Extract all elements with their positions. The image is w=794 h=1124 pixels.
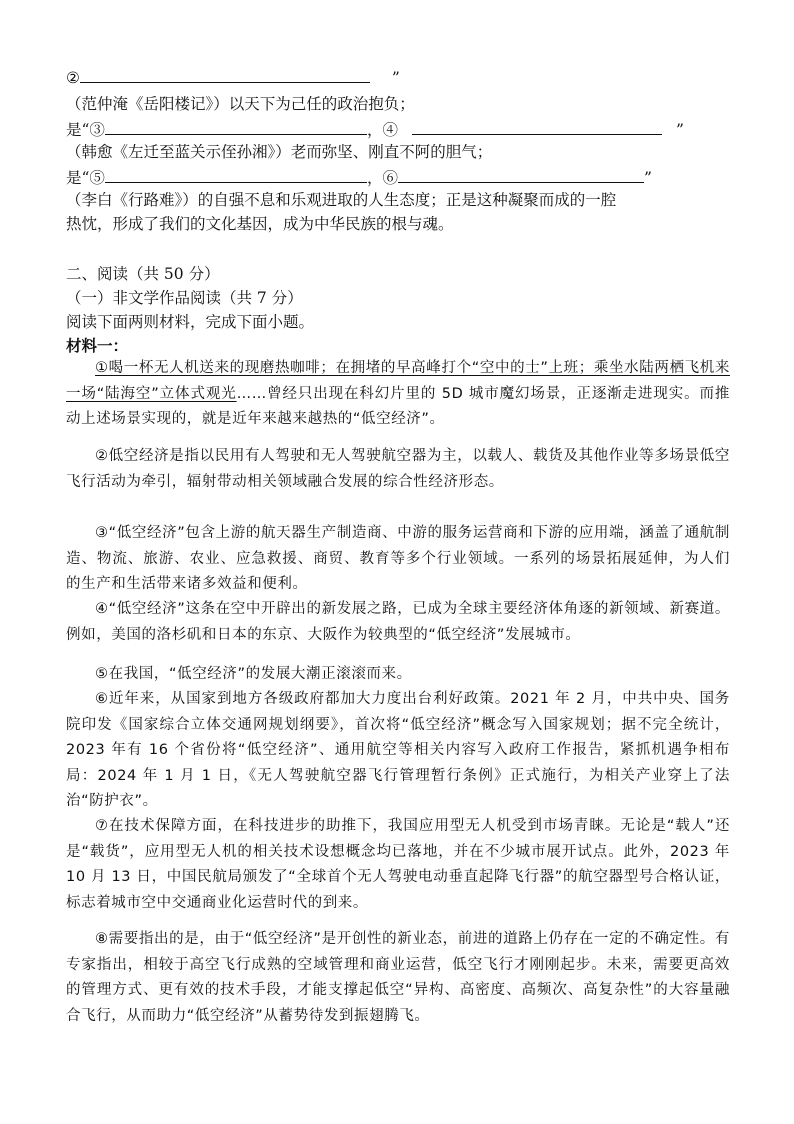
q2-suffix: ”	[391, 69, 400, 87]
instruction: 阅读下面两则材料，完成下面小题。	[66, 313, 315, 331]
section-heading: 二、阅读（共 50 分）	[66, 265, 220, 283]
q34-suffix: ”	[675, 121, 684, 139]
q56-suffix: ”	[643, 169, 652, 187]
answer-blank-2[interactable]	[80, 64, 370, 83]
li-bai-line-1: （李白《行路难》）的自强不息和乐观进取的人生态度；正是这种凝聚而成的一腔	[66, 191, 617, 209]
sub-heading: （一）非文学作品阅读（共 7 分）	[66, 289, 303, 307]
q2-prefix: ②	[66, 69, 80, 87]
q56-mid: ，⑥	[366, 169, 398, 187]
paragraph-3: ③“低空经济”包含上游的航天器生产制造商、中游的服务运营商和下游的应用端，涵盖了通航制造、物流、旅游、农业、应急救援、商贸、教育等多个行业领域。一系列的场景拓展延伸，为人们的生产和生活带来诸多效益和便利。	[66, 525, 730, 592]
answer-blank-4[interactable]	[412, 116, 662, 135]
paragraph-5: ⑤在我国，“低空经济”的发展大潮正滚滚而来。	[95, 666, 412, 682]
fan-zhongyan-line: （范仲淹《岳阳楼记》）以天下为己任的政治抱负；	[66, 95, 415, 113]
q3-prefix: 是“③	[66, 121, 105, 139]
answer-blank-5[interactable]	[105, 164, 367, 183]
han-yu-line: （韩愈《左迁至蓝关示侄孙湘》）老而弥坚、刚直不阿的胆气；	[66, 143, 493, 161]
fill-line-3-4	[66, 116, 746, 142]
q34-mid: ，④	[366, 121, 398, 139]
fill-line-5-6	[66, 164, 746, 190]
paragraph-6: ⑥近年来，从国家到地方各级政府都加大力度出台利好政策。2021 年 2 月，中共中央、国务院印发《国家综合立体交通网规划纲要》，首次将“低空经济”概念写入国家规划；据不完全统计，2023 年有 16 个省份将“低空经济”、通用航空等相关内容写入政府工作报告，紧抓机遇争相布局：2024 年 1 月 1 日，《无人驾驶航空器飞行管理暂行条例》正式施行，为相关产业穿上了法治“防护衣”。	[66, 691, 730, 809]
material-label: 材料一：	[66, 336, 129, 355]
answer-blank-3[interactable]	[105, 116, 367, 135]
answer-blank-6[interactable]	[398, 164, 644, 183]
paragraph-4: ④“低空经济”这条在空中开辟出的新发展之路，已成为全球主要经济体角逐的新领域、新赛道。例如，美国的洛杉矶和日本的东京、大阪作为较典型的“低空经济”发展城市。	[66, 601, 730, 643]
q5-prefix: 是“⑤	[66, 169, 105, 187]
paragraph-7: ⑦在技术保障方面，在科技进步的助推下，我国应用型无人机受到市场青睐。无论是“载人”还是“载货”，应用型无人机的相关技术设想概念均已落地，并在不少城市展开试点。此外，2023 年 10 月 13 日，中国民航局颁发了“全球首个无人驾驶电动垂直起降飞行器”的航空器型号合格认证，标志着城市空中交通商业化运营时代的到来。	[66, 818, 730, 911]
paragraph-1-rest: ……曾经只出现在科幻片里的 5D 城市魔幻场景，正逐渐走进现实。而推动上述场景实现的，就是近年来越来越热的“低空经济”。	[66, 385, 730, 427]
li-bai-line-2: 热忱，形成了我们的文化基因，成为中华民族的根与魂。	[66, 215, 454, 233]
paragraph-2: ②低空经济是指以民用有人驾驶和无人驾驶航空器为主，以载人、载货及其他作业等多场景低空飞行活动为牵引，辐射带动相关领域融合发展的综合性经济形态。	[66, 448, 730, 490]
paragraph-1-underlined: ①喝一杯无人机送来的现磨热咖啡；在拥堵的早高峰打个“空中的士”上班；乘坐水陆两栖飞机来一场“陆海空”立体式观光	[66, 360, 730, 402]
fill-line-2	[66, 64, 746, 90]
paragraph-1	[66, 356, 730, 433]
paragraph-8: ⑧需要指出的是，由于“低空经济”是开创性的新业态，前进的道路上仍存在一定的不确定性。有专家指出，相较于高空飞行成熟的空域管理和商业运营，低空飞行才刚刚起步。未来，需要更高效的管理方式、更有效的技术手段，才能支撑起低空“异构、高密度、高频次、高复杂性”的大容量融合飞行，从而助力“低空经济”从蓄势待发到振翅腾飞。	[66, 931, 730, 1024]
